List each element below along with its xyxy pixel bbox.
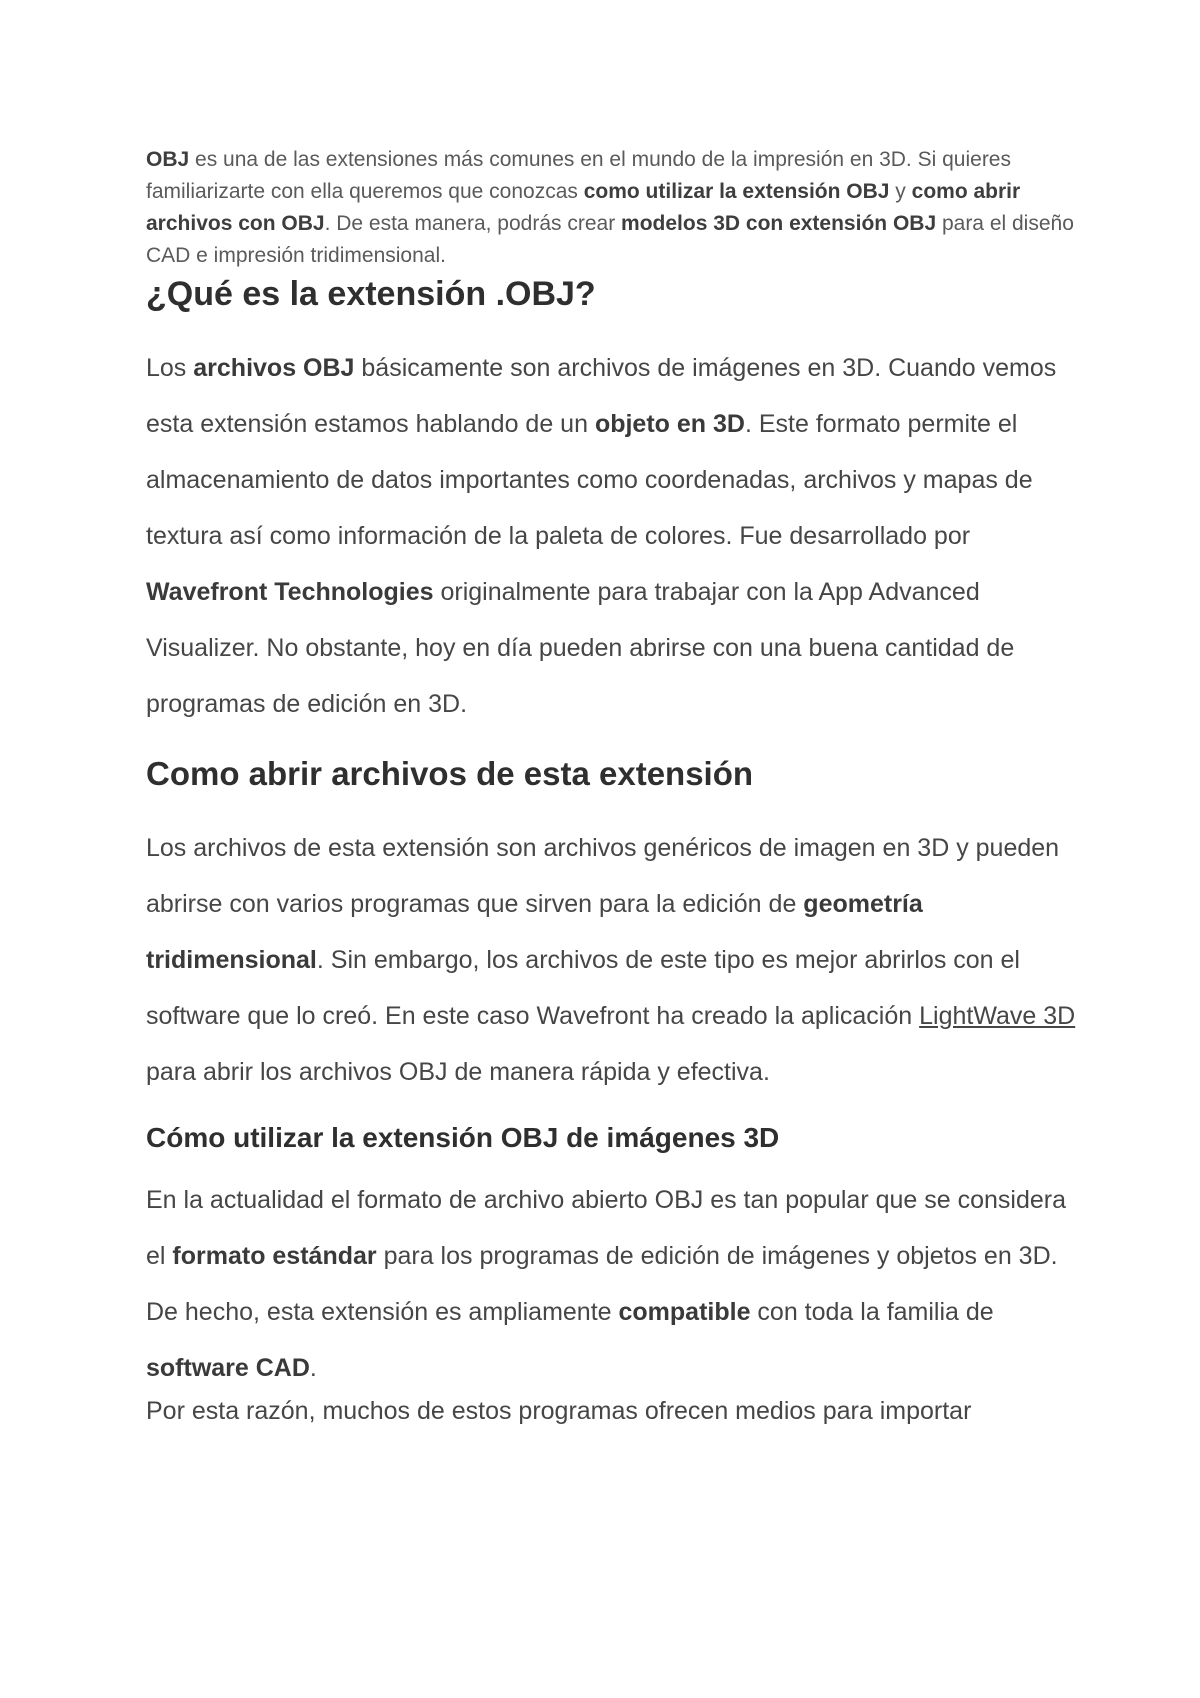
paragraph-por-esta-razon: Por esta razón, muchos de estos programas ofrecen medios para importar (146, 1397, 972, 1425)
intro-text-3: . De esta manera, podrás crear (324, 212, 622, 235)
intro-bold-como-abrir: como abrir archivos con OBJ (146, 180, 1021, 235)
bold-software-cad: software CAD (146, 1354, 310, 1382)
bold-objeto-3d: objeto en 3D (594, 410, 745, 438)
paragraph-como-utilizar (146, 1172, 1086, 1396)
bold-formato-estandar: formato estándar (172, 1242, 377, 1270)
intro-text-4: para el diseño CAD e impresión tridimensional. (146, 212, 1074, 267)
intro-bold-como-utilizar: como utilizar la extensión OBJ (583, 180, 890, 203)
text: Los (146, 354, 194, 382)
text: . Este formato permite el almacenamiento de datos importantes como coordenadas, archivos y mapas de textura así como información de la paleta de colores. Fue desarrollado por (146, 410, 1033, 550)
paragraph-que-es-obj (146, 340, 1086, 732)
heading-como-abrir: Como abrir archivos de esta extensión (146, 755, 754, 792)
text: . (309, 1354, 317, 1382)
intro-text-2: y (889, 180, 912, 203)
bold-geometria: geometría tridimensional (146, 890, 923, 974)
intro-bold-modelos-3d: modelos 3D con extensión OBJ (621, 212, 937, 235)
text: En la actualidad el formato de archivo abierto OBJ es tan popular que se considera el (146, 1186, 1066, 1270)
text: Los archivos de esta extensión son archivos genéricos de imagen en 3D y pueden abrirse con varios programas que sirven para la edición de (146, 834, 1060, 918)
bold-archivos-obj: archivos OBJ (193, 354, 355, 382)
text: básicamente son archivos de imágenes en 3D. Cuando vemos esta extensión estamos hablando de un (146, 354, 1057, 438)
heading-como-utilizar: Cómo utilizar la extensión OBJ de imágenes 3D (146, 1122, 780, 1153)
text: originalmente para trabajar con la App Advanced Visualizer. No obstante, hoy en día pueden abrirse con una buena cantidad de programas de edición en 3D. (146, 578, 1015, 718)
bold-compatible: compatible (618, 1298, 751, 1326)
intro-text-1: es una de las extensiones más comunes en el mundo de la impresión en 3D. Si quieres familiarizarte con ella queremos que conozcas (146, 148, 1011, 203)
intro-bold-obj: OBJ (146, 148, 190, 171)
text: con toda la familia de (750, 1298, 994, 1326)
heading-que-es-obj: ¿Qué es la extensión .OBJ? (146, 275, 596, 313)
intro-paragraph (146, 144, 1086, 272)
bold-wavefront: Wavefront Technologies (146, 578, 434, 606)
document-content (146, 144, 1086, 1426)
text: . Sin embargo, los archivos de este tipo es mejor abrirlos con el software que lo creó. En este caso Wavefront ha creado la aplicación (146, 946, 1020, 1030)
text: para los programas de edición de imágenes y objetos en 3D. De hecho, esta extensión es ampliamente (146, 1242, 1058, 1326)
paragraph-como-abrir (146, 820, 1086, 1100)
lightwave-3d-link[interactable]: LightWave 3D (919, 1002, 1076, 1030)
text: para abrir los archivos OBJ de manera rápida y efectiva. (146, 1058, 770, 1086)
